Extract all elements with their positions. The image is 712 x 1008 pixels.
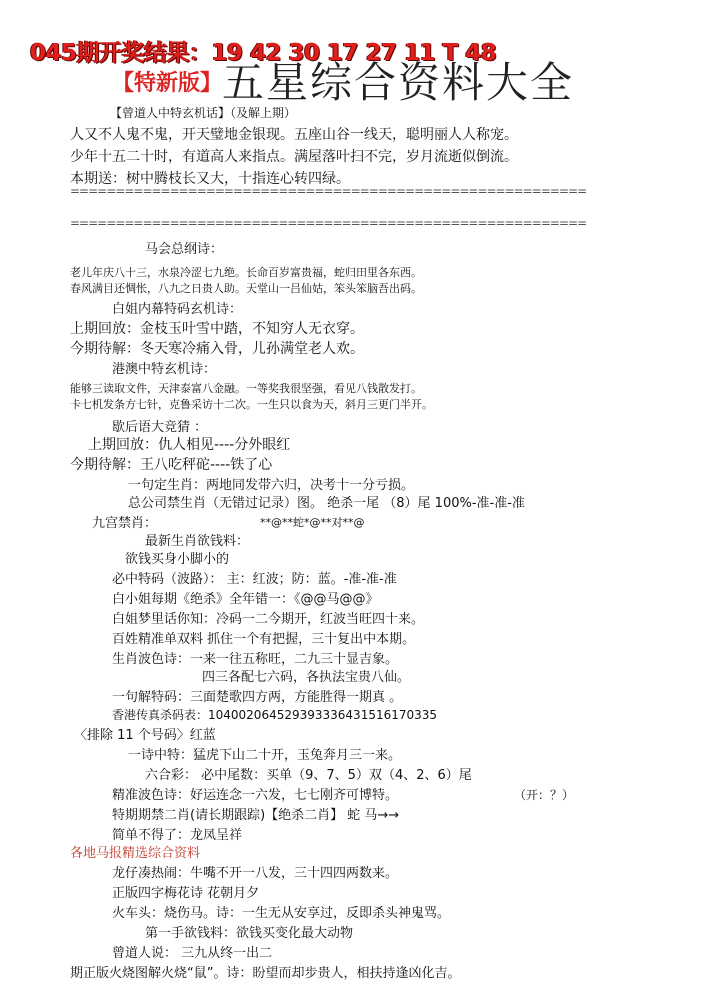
result-banner: 045期开奖结果：19 42 30 17 27 11 T 48 (30, 40, 497, 66)
content-line: 香港传真杀码表：1040020645293933364315161703​35 (112, 708, 438, 722)
section-heading: 歇后语大竞猜 ： (112, 420, 208, 435)
content-label: 九宫禁肖： (92, 516, 158, 531)
poem-line: 春风满目还惆怅，八九之日贵人助。天堂山一吕仙姑，笨头笨脑吾出码。 (70, 282, 422, 295)
riddle-line: 今期待解：王八吃秤砣----铁了心 (70, 457, 273, 473)
poem-line: 卡七机发条方七针，克鲁采访十二次。一生只以食为天，斜月三更门半开。 (70, 398, 433, 411)
content-line: 欲钱买身小脚小的 (125, 552, 230, 567)
content-line: 第一手欲钱料：欲钱买变化最大动物 (145, 926, 354, 941)
content-line: 精准波色诗：好运连念一六发，七七刚齐可博特。 (112, 788, 399, 803)
content-line: 期正版火烧图解火烧“鼠”。诗：盼望而却步贵人，相扶持逢凶化吉。 (70, 966, 461, 981)
content-line: 百姓精准单双料 抓住一个有把握，三十复出中本期。 (112, 632, 416, 647)
section-heading: 白姐内幕特码玄机诗： (112, 302, 243, 317)
content-line: **@**蛇*@**对**@ (260, 516, 365, 529)
content-line: 一诗中特：猛虎下山二十开，玉兔奔月三一来。 (128, 748, 402, 763)
poem-line: 老儿年庆八十三，水泉冷涩七九绝。长命百岁富贵福，蛇归田里各东西。 (70, 266, 422, 279)
content-line: 一句解特码：三面楚歌四方两，方能胜得一期真 。 (112, 690, 403, 705)
content-line: （开：？） (514, 788, 575, 802)
page-title: 五星综合资料大全 (222, 58, 575, 107)
content-line: 生肖波色诗：一来一往五称旺，二九三十显吉象。 (112, 652, 399, 667)
content-line: 〈排除 11 个号码〉红蓝 (74, 728, 216, 743)
section-heading: 【曾道人中特玄机话】（及解上期） (110, 106, 297, 120)
riddle-line: 上期回放：仇人相见----分外眼红 (88, 437, 291, 453)
edition-label: 【特新版】 (112, 71, 223, 96)
poem-line: 人又不人鬼不鬼，开天璧地金银现。五座山谷一线天，聪明丽人人称宠。 (70, 127, 518, 143)
content-line: 白姐梦里话你知：冷码一二今期开，红波当旺四十来。 (112, 612, 425, 627)
poem-line: 能够三读取文件，天津泰富八金融。一等奖我很坚强，看见八钱散发打。 (70, 382, 422, 395)
poem-line: 上期回放：金枝玉叶雪中踏，不知穷人无衣穿。 (70, 321, 364, 337)
content-line: 正版四字梅花诗 花朝月夕 (112, 886, 260, 901)
content-line: 总公司禁生肖（无错过记录）图。 绝杀一尾 （8）尾 100%-准-准-准 (128, 496, 525, 511)
poem-line: 少年十五二十时，有道高人来指点。满屋落叶扫不完，岁月流逝似倒流。 (70, 149, 518, 165)
section-heading-red: 各地马报精选综合资料 (70, 846, 201, 861)
content-line: 火车头：烧伤马。诗：一生无从安享过，反即杀头神鬼骂。 (112, 906, 451, 921)
divider: ========================================================= (70, 184, 587, 198)
content-line: 龙仔凑热闹：牛嘴不开一八发，三十四四两数来。 (112, 866, 399, 881)
content-line: 曾道人说： 三九从终一出二 (112, 946, 273, 961)
section-heading: 港澳中特玄机诗： (112, 362, 217, 377)
poem-line: 本期送：树中腾枝长又大，十指连心转四绿。 (70, 171, 350, 187)
poem-line: 今期待解：冬天寒冷痛入骨，儿孙满堂老人欢。 (70, 341, 364, 357)
divider: ========================================================= (70, 216, 587, 230)
section-heading: 马会总纲诗： (145, 242, 224, 257)
content-line: 一句定生肖：两地同发带六归，决考十一分亏损。 (128, 478, 415, 493)
content-line: 六合彩： 必中尾数：买单（9、7、5）双（4、2、6）尾 (145, 768, 472, 783)
content-line: 简单不得了：龙凤呈祥 (112, 828, 243, 843)
content-line: 特期期禁二肖(请长期跟踪)【绝杀二肖】 蛇 马→→ (112, 808, 400, 823)
content-line: 必中特码（波路）： 主：红波；防：蓝。-准-准-准 (112, 572, 397, 587)
section-heading: 最新生肖欲钱料： (145, 534, 250, 549)
content-line: 四三各配七六码，各执法宝贵八仙。 (202, 670, 411, 685)
content-line: 白小姐每期《绝杀》全年错一：《@@马@@》 (112, 592, 379, 607)
